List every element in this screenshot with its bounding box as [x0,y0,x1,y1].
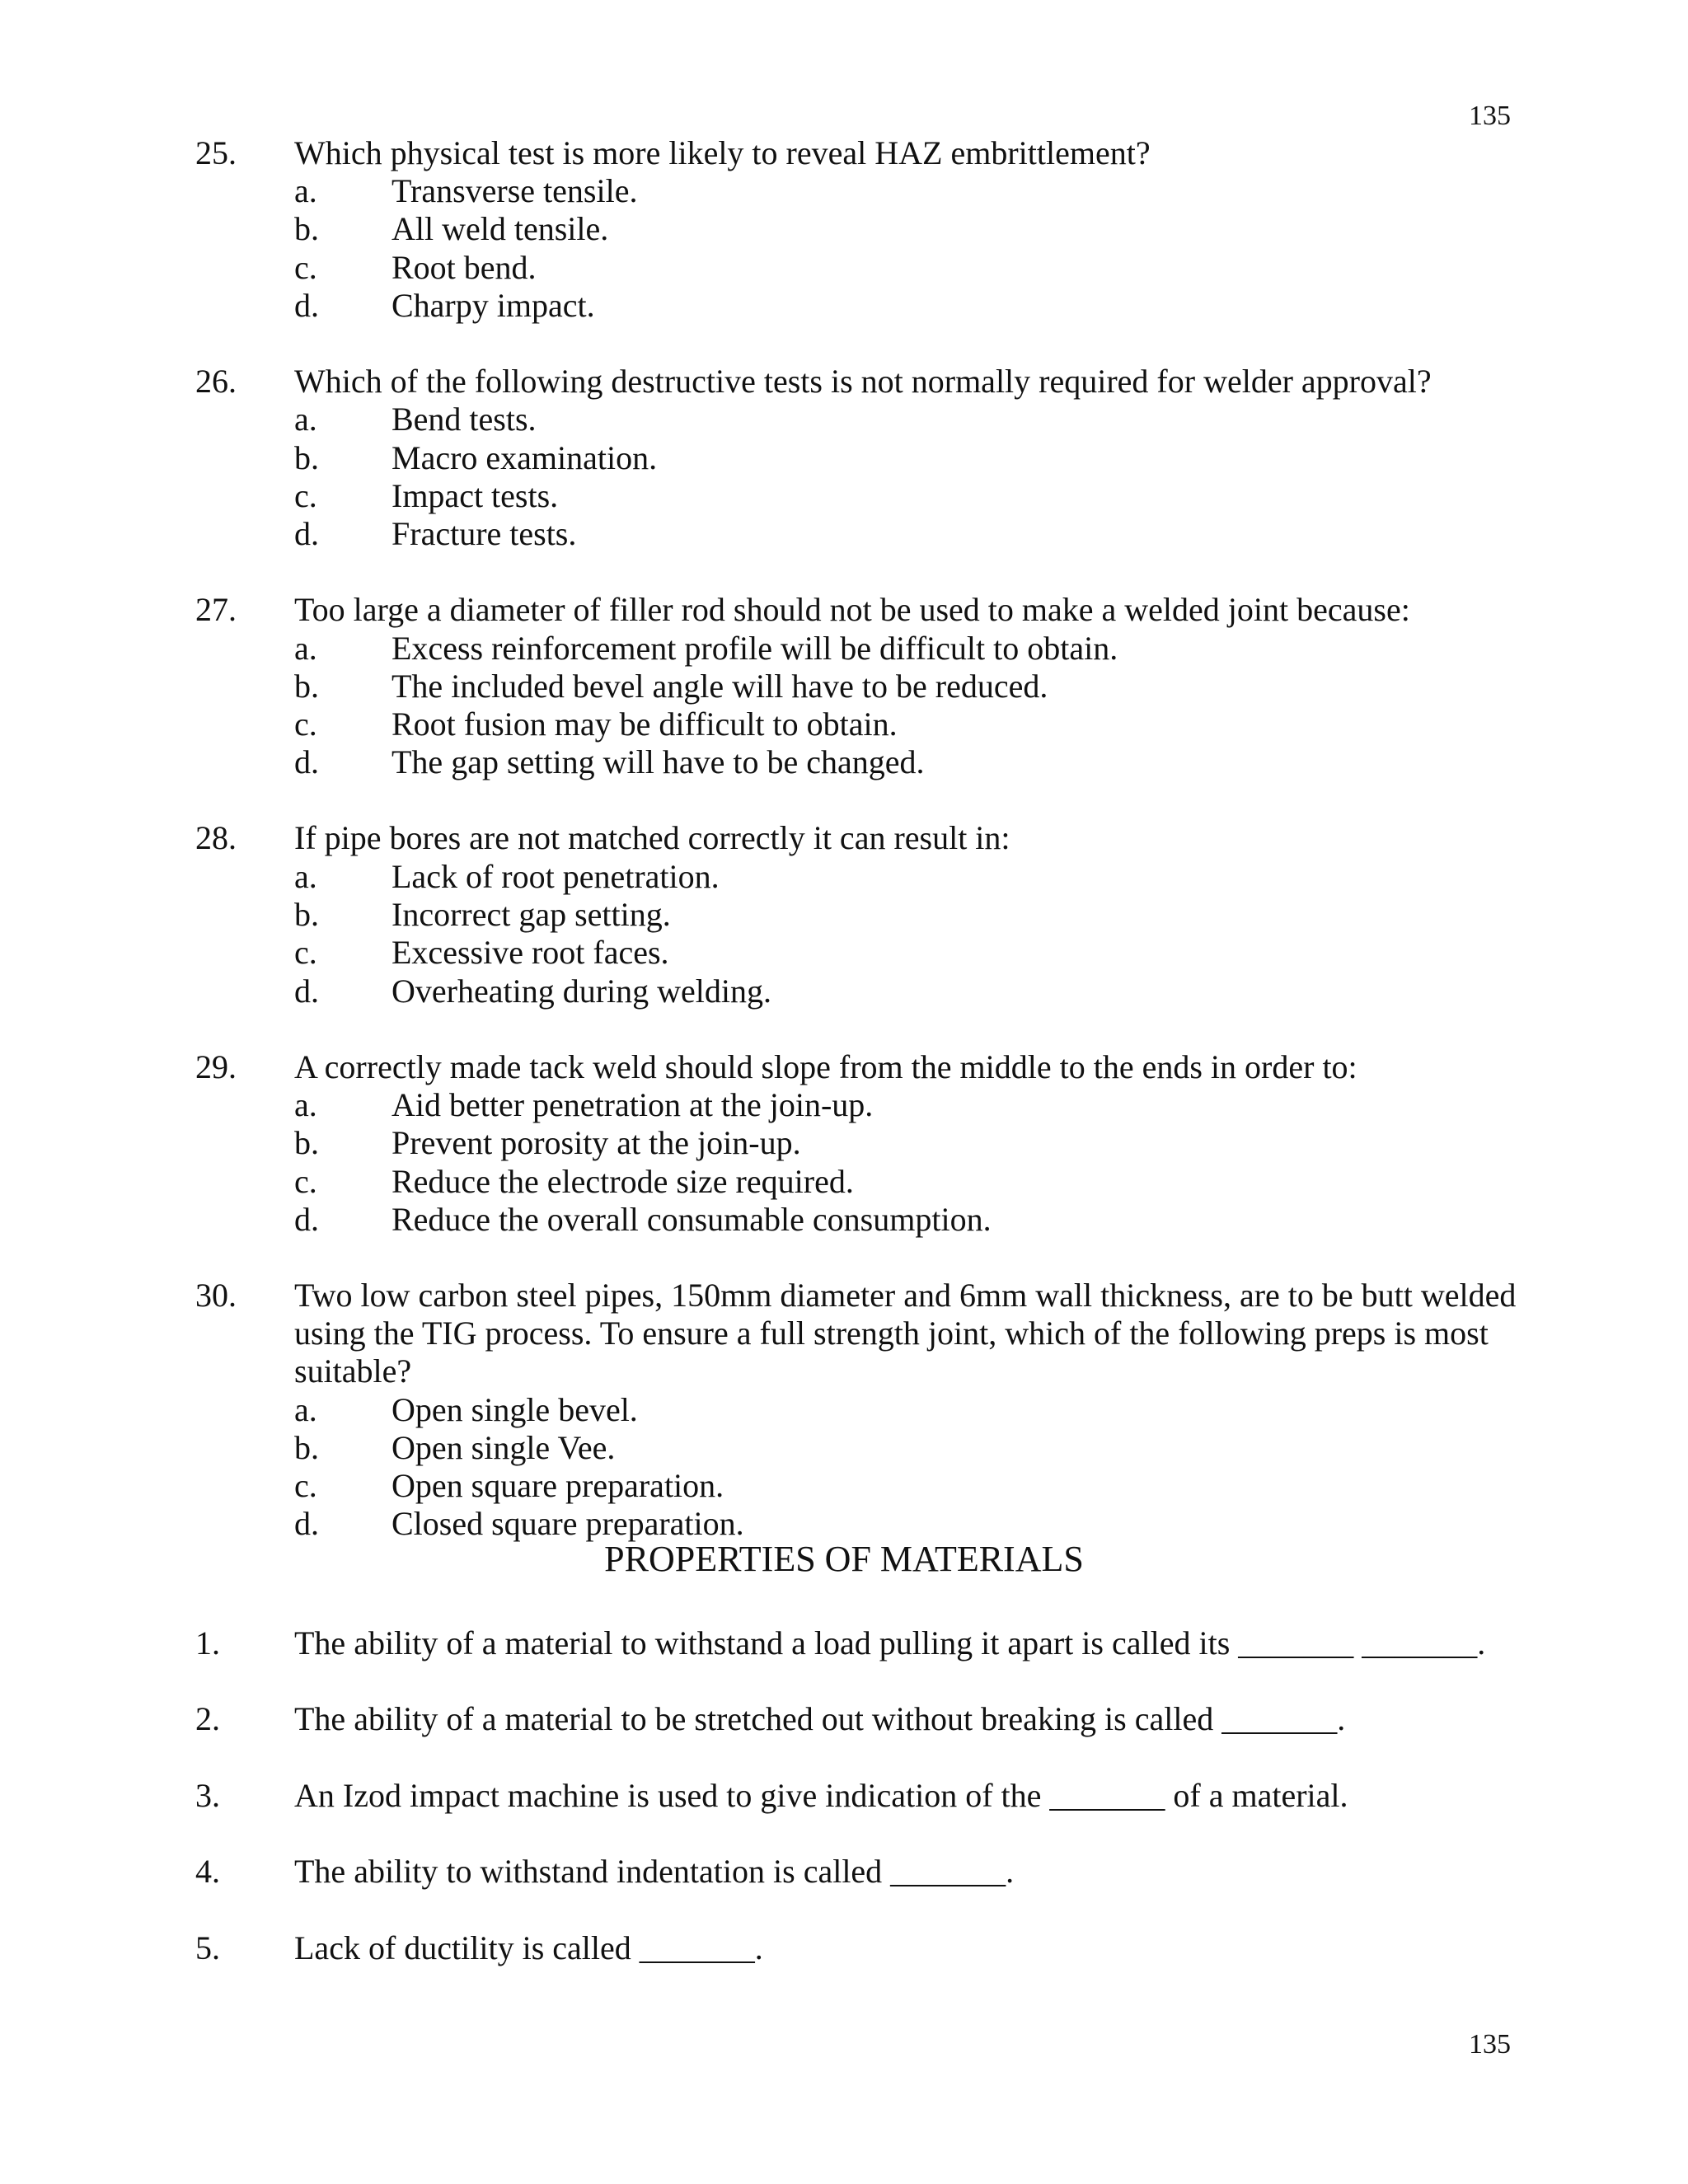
option-letter: a. [294,401,317,438]
question-number: 29. [195,1048,237,1085]
option-letter: c. [294,249,317,286]
option-letter: d. [294,743,319,780]
option-text: Open single bevel. [392,1391,638,1428]
fill-in-text: An Izod impact machine is used to give indication of the _______ of a material. [294,1777,1348,1814]
option-letter: b. [294,668,319,705]
option-text: Lack of root penetration. [392,858,720,895]
option-text: Transverse tensile. [392,172,638,209]
option-text: Root bend. [392,249,537,286]
option-text: Prevent porosity at the join-up. [392,1124,801,1161]
fill-in-number: 2. [195,1700,220,1737]
option-text: The included bevel angle will have to be reduced. [392,668,1048,705]
question-text-line: Two low carbon steel pipes, 150mm diameter and 6mm wall thickness, are to be butt welded [294,1277,1517,1314]
option-text: Open square preparation. [392,1467,724,1504]
option-letter: d. [294,972,319,1010]
option-text: Aid better penetration at the join-up. [392,1086,874,1123]
option-text: Macro examination. [392,439,658,476]
option-letter: c. [294,934,317,971]
question-text: Which physical test is more likely to reveal HAZ embrittlement? [294,134,1151,171]
question-number: 27. [195,591,237,628]
option-letter: a. [294,858,317,895]
section-heading: PROPERTIES OF MATERIALS [604,1539,1084,1579]
option-text: Excess reinforcement profile will be difficult to obtain. [392,630,1118,667]
question-number: 26. [195,363,237,400]
option-text: Root fusion may be difficult to obtain. [392,705,898,743]
option-letter: d. [294,287,319,324]
option-letter: a. [294,172,317,209]
option-text: Reduce the electrode size required. [392,1163,854,1200]
fill-in-text: The ability of a material to be stretched out without breaking is called _______. [294,1700,1346,1737]
question-number: 30. [195,1277,237,1314]
option-letter: b. [294,896,319,933]
fill-in-number: 4. [195,1853,220,1890]
option-letter: a. [294,1086,317,1123]
option-letter: c. [294,1163,317,1200]
fill-in-number: 5. [195,1929,220,1966]
option-letter: c. [294,477,317,514]
option-text: Excessive root faces. [392,934,669,971]
option-letter: b. [294,1124,319,1161]
option-text: The gap setting will have to be changed. [392,743,925,780]
page-number-top: 135 [1469,101,1511,131]
option-text: Incorrect gap setting. [392,896,671,933]
fill-in-number: 3. [195,1777,220,1814]
question-number: 25. [195,134,237,171]
option-letter: c. [294,1467,317,1504]
option-letter: d. [294,1505,319,1542]
option-text: Bend tests. [392,401,537,438]
fill-in-text: The ability to withstand indentation is called _______. [294,1853,1015,1890]
option-text: Fracture tests. [392,515,577,552]
option-letter: b. [294,1429,319,1466]
question-text: Which of the following destructive tests is not normally required for welder approval? [294,363,1432,400]
option-text: Impact tests. [392,477,559,514]
page-number-bottom: 135 [1469,2029,1511,2060]
question-text: If pipe bores are not matched correctly it can result in: [294,819,1010,856]
option-letter: b. [294,439,319,476]
option-letter: d. [294,1201,319,1238]
option-text: Open single Vee. [392,1429,616,1466]
option-letter: a. [294,630,317,667]
option-text: Charpy impact. [392,287,595,324]
option-text: Overheating during welding. [392,972,771,1010]
option-letter: b. [294,210,319,247]
option-letter: d. [294,515,319,552]
option-text: All weld tensile. [392,210,609,247]
question-text: A correctly made tack weld should slope from the middle to the ends in order to: [294,1048,1357,1085]
fill-in-number: 1. [195,1624,220,1661]
question-number: 28. [195,819,237,856]
option-text: Reduce the overall consumable consumption. [392,1201,992,1238]
question-text-line: suitable? [294,1352,412,1390]
option-letter: a. [294,1391,317,1428]
fill-in-text: The ability of a material to withstand a load pulling it apart is called its _______ _______. [294,1624,1486,1661]
fill-in-text: Lack of ductility is called _______. [294,1929,763,1966]
question-text-line: using the TIG process. To ensure a full strength joint, which of the following preps is most [294,1315,1489,1352]
option-text: Closed square preparation. [392,1505,744,1542]
option-letter: c. [294,705,317,743]
question-text: Too large a diameter of filler rod should not be used to make a welded joint because: [294,591,1410,628]
